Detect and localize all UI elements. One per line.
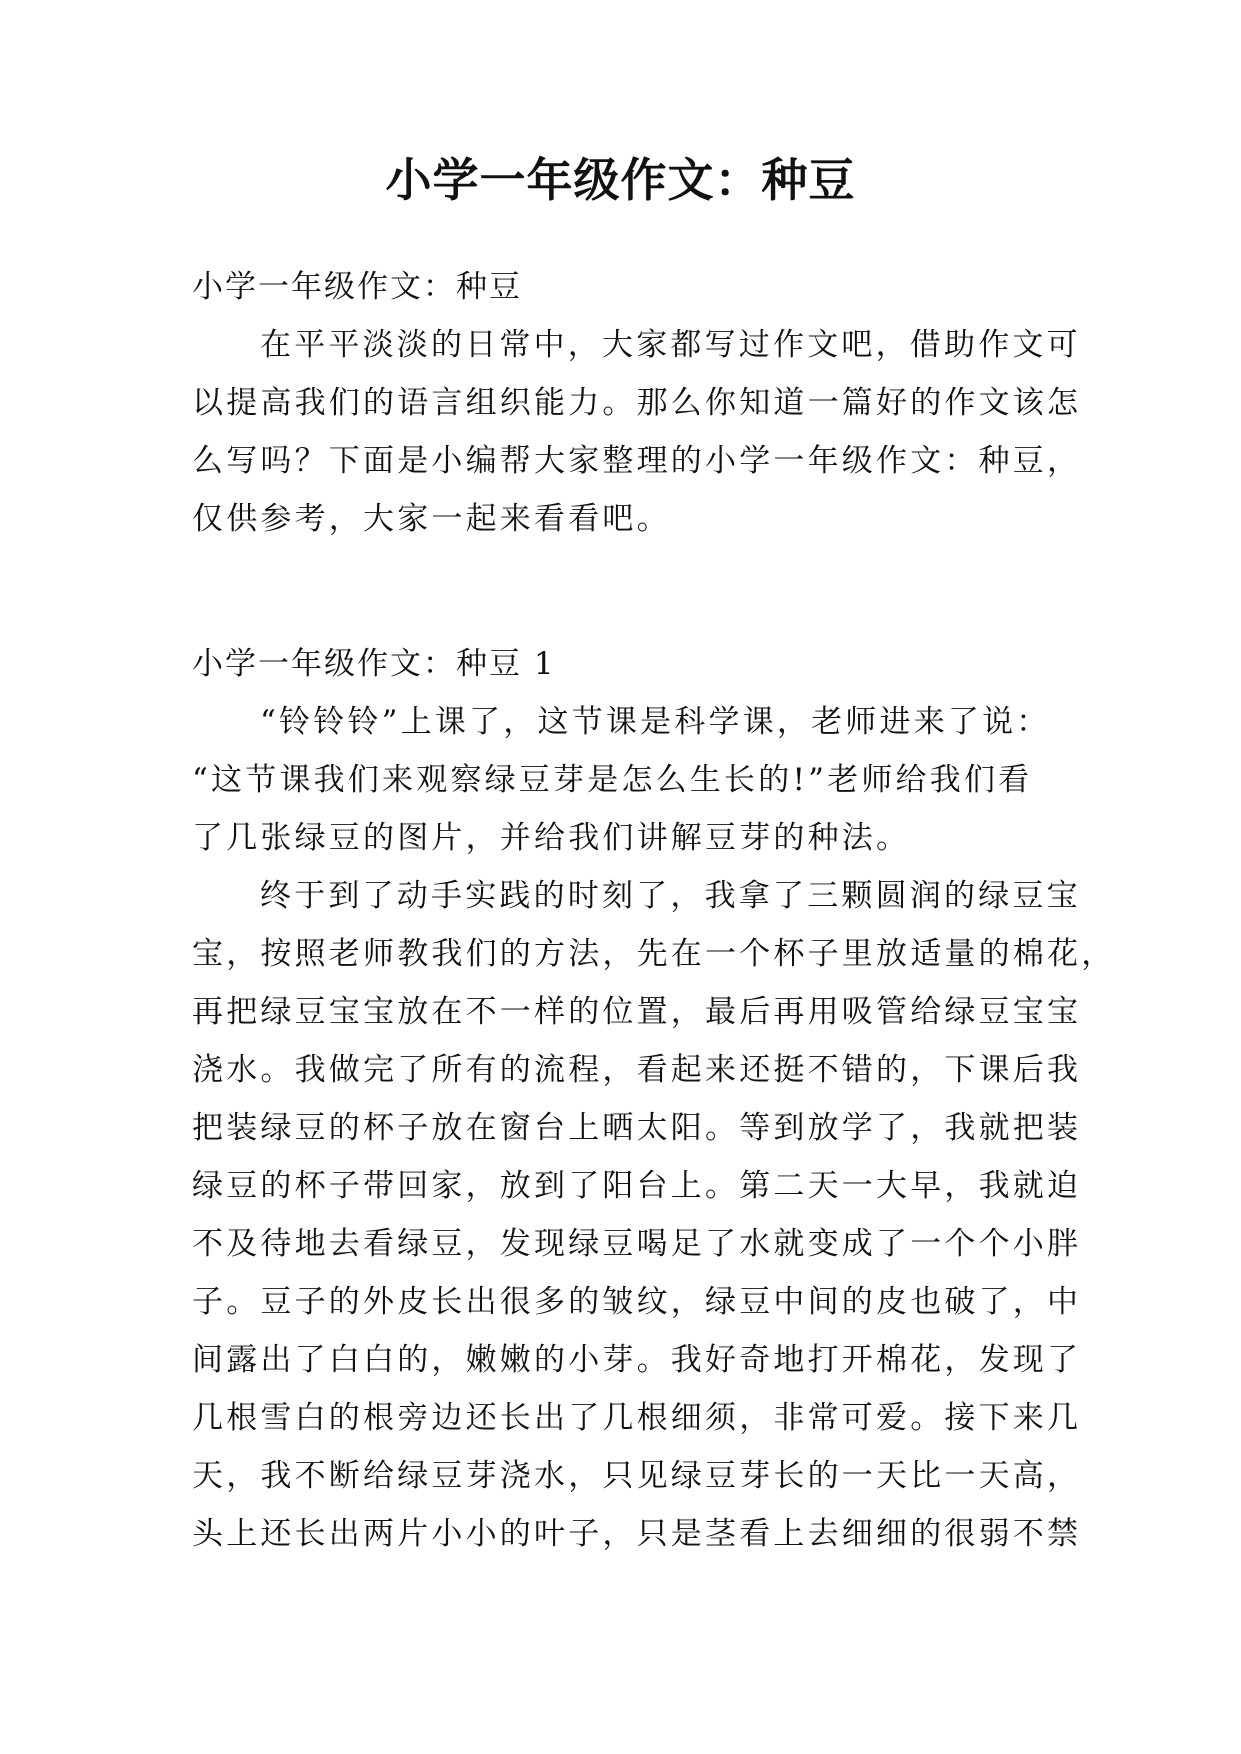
essay-1-paragraph-1-line: 了几张绿豆的图片，并给我们讲解豆芽的种法。 [192, 820, 911, 856]
essay-1-paragraph-2-line: 头上还长出两片小小的叶子，只是茎看上去细细的很弱不禁 [192, 1516, 1082, 1552]
essay-1-paragraph-2-line: 天，我不断给绿豆芽浇水，只见绿豆芽长的一天比一天高， [192, 1458, 1082, 1494]
essay-1-paragraph-2-line: 宝，按照老师教我们的方法，先在一个杯子里放适量的棉花， [192, 936, 1116, 972]
essay-1-paragraph-2-line: 不及待地去看绿豆，发现绿豆喝足了水就变成了一个个小胖 [192, 1226, 1082, 1262]
intro-line: 么写吗？下面是小编帮大家整理的小学一年级作文：种豆， [192, 443, 1082, 479]
intro-line: 仅供参考，大家一起来看看吧。 [192, 501, 671, 537]
essay-1-paragraph-2-line: 绿豆的杯子带回家，放到了阳台上。第二天一大早，我就迫 [192, 1168, 1082, 1204]
essay-1-heading: 小学一年级作文：种豆 1 [192, 646, 556, 682]
essay-1-paragraph-2-line: 浇水。我做完了所有的流程，看起来还挺不错的，下课后我 [192, 1052, 1082, 1088]
essay-1-paragraph-1-line: “这节课我们来观察绿豆芽是怎么生长的!”老师给我们看 [192, 762, 1033, 798]
intro-section [192, 258, 1082, 548]
essay-1-section [192, 635, 1116, 1563]
essay-1-paragraph-2-line: 几根雪白的根旁边还长出了几根细须，非常可爱。接下来几 [192, 1400, 1082, 1436]
essay-1-paragraph-2-line: 子。豆子的外皮长出很多的皱纹，绿豆中间的皮也破了，中 [192, 1284, 1082, 1320]
intro-line: 在平平淡淡的日常中，大家都写过作文吧，借助作文可 [260, 327, 1081, 363]
intro-line: 以提高我们的语言组织能力。那么你知道一篇好的作文该怎 [192, 385, 1082, 421]
essay-1-paragraph-1-line: “铃铃铃”上课了，这节课是科学课，老师进来了说： [260, 704, 1051, 740]
intro-heading: 小学一年级作文：种豆 [192, 269, 522, 305]
essay-1-paragraph-2-line: 再把绿豆宝宝放在不一样的位置，最后再用吸管给绿豆宝宝 [192, 994, 1082, 1030]
essay-1-paragraph-2-line: 终于到了动手实践的时刻了，我拿了三颗圆润的绿豆宝 [260, 878, 1081, 914]
essay-1-paragraph-2-line: 间露出了白白的，嫩嫩的小芽。我好奇地打开棉花，发现了 [192, 1342, 1082, 1378]
document-title: 小学一年级作文：种豆 [385, 153, 856, 207]
essay-1-paragraph-2-line: 把装绿豆的杯子放在窗台上晒太阳。等到放学了，我就把装 [192, 1110, 1082, 1146]
